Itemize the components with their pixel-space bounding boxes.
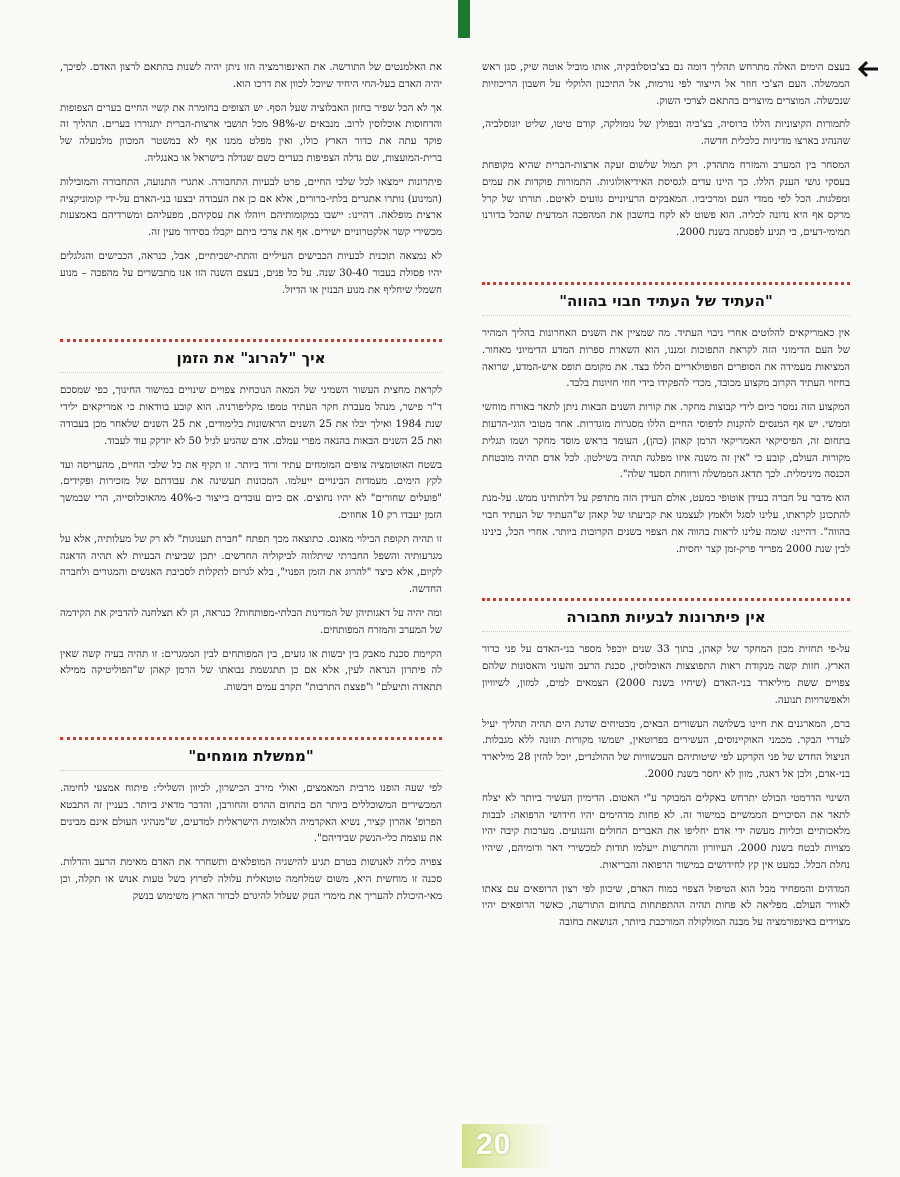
paragraph: לא נמצאה תוכנית לבעיות הכבישים העיליים והתת-ישביתיים, אבל, כנראה, הכבישים והגלגלים יהיו פסולת בעבור 30-40 שנה. על כל פנים, בעצם השנה הזו אנו מתבשרים על מהפכה – מנוע חשמלי שיחליף את מנוע הבנזין או הדיזל. [60, 250, 442, 296]
paragraph: ומה יהיה על דאגותיהן של המדינות הבלתי-מפותחות? כנראה, הן לא תצלחנה להדביק את הקידמה של המערב והמזרח המפותחים. [60, 607, 442, 636]
dotted-divider [60, 339, 442, 342]
paragraph: צפויה כליה לאנושות בטרם תגיע להישגיה המופלאים ותשחרר את האדם מאימת הרעב והדלות. סכנה זו מוחשית היא, משום שמלחמה טוטאלית עלולה לפרוץ בשל טעות אנוש או תקלה, וכן מאי-היכולת להעריך את מימדי הנזק שעלול להיגרם לכדור הארץ משימוש בנשק [60, 857, 442, 902]
paragraph: הקיימת סכנת מאבק בין יבשות או גזעים, בין המפותחים לבין הממגרים: זו תהיה בעיה קשה שאין לה פיתרון הנראה לעין, אלא אם כן תתגשמת נבואתו של הרמן קאהן ש"הפוליטיקה ממילא תתאדה ותיעלם" ו"פצצת התרבות" תקרב עמים ויבשות. [60, 648, 442, 694]
paragraph: המסחר בין המערב והמזרח מתהדק. רק תמול שלשום זעקה ארצות-הברית שהיא מקופחת בעסקי גושי הענק הללו. כך היינו עדים לגסיסת האידיאולוגיות. התמורות פוקדות את עמים ומפלגות. הכל לפי ממדי העם ומרכיביו. המאבקים הרעיוניים גוועים לאיטם. תורתו של קרל מרקס אף היא נדונה לכליה. הוא פשוט לא לקח בחשבון את המהפכה המדעית שהכל בדורנו תמימי-דעים, כי תגיע לפסגתה בשנת 2000. [482, 159, 850, 239]
paragraph: לפי שעה הופנו מרבית המאמצים, ואולי מירב הכישרון, לכיוון השלילי: פיתוח אמצעי לחימה. המכשירים המשוכללים ביותר הם בתחום ההרס והחורבן, והדבר מדאיג ביותר. בעניין זה התבטא הפרופ' אהרון קציר, נשיא האקדמיה הלאומית הישראלית למדעים, ש"מנהיגי העולם אינם מבינים את עוצמת כלי-הנשק שבידיהם". [60, 782, 442, 845]
right-column [482, 60, 850, 939]
dotted-divider [482, 598, 850, 601]
paragraph: אין כאמריקאים להלוטים אחרי ניבוי העתיד. מה שמציין את השנים האחרונות בהליך המהיר של העם הדימוני הזה לקראת התפוכות זמננו, הוא השארת ספרות המדע הדימיוני מאחור. המציאות מעמידה את הסופרים הפופולאריים הללו בצד. את מקומם תופס איש-המדע, שרואה בחיזוי העתיד הקרוב מקצוע מכובד, מכדי להפקידו בידי חוזי חזיונות בלבד. [482, 327, 850, 390]
section-header [60, 339, 442, 373]
section-title: "ממשלת מומחים" [188, 746, 314, 765]
section-header [482, 598, 850, 632]
paragraph: בשטח האוטומציה צופים המומחים עתיד ורוד ביותר. זו תקיף את כל שלבי החיים, מהעריסה ועד לקץ הימים. מעמדות הבינויים ייעלמו. המכונות תעשינה את עבודתם של מזכירות ופקידים. "פועלים שחורים" לא יהיו נחוצים. אם כיום עובדים בייצור כ-40% מהאוכלוסייה, הרי שבמשך הזמן יעבדו רק 10 אחוזים. [60, 459, 442, 521]
dotted-divider [482, 282, 850, 285]
left-column [60, 60, 442, 912]
paragraph: את האלמנטים של התורשה. את האינפורמציה הזו ניתן יהיה לשנות בהתאם לרצון האדם. לפיכך, יהיה האדם בעל-החי היחיד שיוכל לכוון את דרכו הוא. [60, 62, 442, 90]
paragraph: לקראת מחצית העשור השמיני של המאה הנוכחית צפויים שינויים במישור החינוך, כפי שמסכם ד"ר פישר, מנהל מעבדת חקר העתיד טמפו מקליפורניה. הוא קובע בוודאות כי אמריקאים ילידי שנת 1984 ואילך יבלו את 25 השנים הראשונות בלימודים, את 25 השנים שלאחר מכן בעבודה ואת 25 השנים הבאות בהנאה מפרי עמלם. אדם שהגיע לגיל 50 לא יזדקק עוד לעבוד. [60, 385, 442, 447]
paragraph: הוא מדבר על חברה בעידן אוטופי כמעט, אולם העידן הזה מתדפק על דלתותינו ממש. על-מנת להתכונן לקראתו, עלינו לסגל ולאמץ לעצמנו את קביעתו של קאהן ש"העתיד של העתיד חבוי בהווה". דהיינו: שומה עלינו לראות בהווה את הצפוי בשנים הקרובות ביותר. אחרי הכל, בינינו לבין שנת 2000 מפריד פרק-זמן קצר יחסית. [482, 493, 850, 555]
paragraph: בעצם הימים האלה מתרחש תהליך דומה גם בצ'כוסלובקיה, אותו מוביל אוטה שיק, סגן ראש הממשלה. העם הצ'כי חוזר אל הייצור לפי נורמות, אל התיכנון הלוקלי על חשבון הריכוזיות שנכשלה. המוצרים מיוצרים בהתאם לצרכי השוק. [482, 62, 850, 107]
dotted-divider [60, 737, 442, 740]
dotted-divider [482, 315, 850, 316]
page-number: 20 [476, 1128, 512, 1161]
paragraph: המקצוע הזה נמסר כיום לידי קבוצות מחקר. את קורות השנים הבאות ניתן לתאר באורח מוחשי וממשי. יש אף המנסים להקנות לדפוסי החיים הללו מסגרות מוגדרות. אחד מטובי הוגי-הדעות בתחום זה, הפיסיקאי האמריקאי הרמן קאהן (כהן), העומד בראש מוסד מחקר ושמו תגלית מקורות העולם, קובע כי "אין זה משנה איזו מפלגה תהיה בשילטון. לכל אדם תהיה מובטחת הכנסה מינימלית. לכך תדאג הממשלה ורווחת הסעד שלה". [482, 402, 850, 481]
paragraph: לתמורות הקיצוניות הללו ברוסיה, בצ'כיה ובפולין של גומולקה, קודם טיטו, שליט יוגוסלביה, שהנהיג בארצו מדיניות כלכלית חדשה. [482, 119, 850, 148]
arrow-left-icon[interactable] [857, 60, 879, 78]
section-title: אין פיתרונות לבעיות תחבורה [566, 608, 766, 627]
dotted-divider [482, 631, 850, 632]
paragraph: אך לא הכל שפיר בחזון האבלוציה שעל הסף. יש הצופים בחומרה את קשיי החיים בערים הצפופות והדחוסות אוכלוסין לרוב. מנבאים ש-98% מכל תושבי ארצות-הברית יתגוררו בערים. תהליך זה פוקד עתה את כדור הארץ כולו, ואין מפלט ממנו אף לא במשטר המכוון מלמעלה של ברית-המועצות, שם גדלה הצפיפות בערים כשם שגדלה בישראל או באנגליה. [60, 102, 442, 164]
section-title: איך "להרוג" את הזמן [176, 349, 326, 368]
dotted-divider [60, 770, 442, 771]
paragraph: המדהים והמפחיד מכל הוא הטיפול הצפוי במוח האדם, שיכוון לפי רצון הרופאים עם צאתו לאוויר העולם. מפליאה לא פחות תהיה ההתפתחות בתחום התורשה, כאשר הרופאים יהיו מצוידים באינפורמציה על מבנה המולקולה המורכבת ביותר, הנושאת בחובה [482, 883, 850, 929]
section-header [60, 737, 442, 771]
paragraph: השינוי הדרמטי הבולט יתרחש באקלים המבוקר ע"י האטום. הדימיון העשיר ביותר לא יצלח לתאר את הסיכויים הממשיים במישור זה. לא פחות מדהימים יהיו חידושי הרפואה: לבבות מלאכותיים וכליות מעשה ידי אדם יחליפו את האברים החולים והנגועים. מערכות קיבה יהיו מצויות לבטח בשנת 2000. העיוורון והחרשות ייעלמו תודות למכשירי דאר ודומיהם, שיהיו נחלת הכלל. כמעט אין קץ לחידושים במישור הרפואה והבריאות. [482, 792, 850, 871]
dotted-divider [60, 372, 442, 373]
paragraph: פיתרונות יימצאו לכל שלבי החיים, פרט לבעיות התחבורה. אתגרי התנועה, התחבורה והמובילות (המינוע) נותרו אתגרים בלתי-ברורים, אלא אם כן את העבודה יבצעו בני-האדם על-ידי קומוניקציה ארצית מופלאה. דהיינו: יישבו במקומותיהם ויוהלו את עסקיהם, מפעליהם ומשרדיהם באמצעות מכשירי קשר אלקטרוניים ישירים. אף את צרכי ביתם יקבלו בסידור מעין זה. [60, 176, 442, 239]
section-title: "העתיד של העתיד חבוי בהווה" [559, 291, 773, 310]
paragraph: על-פי תחזית מכון המחקר של קאהן, בתוך 33 שנים יוכפל מספר בני-האדם על פני כדור הארץ. חזות קשה מנקודת ראות התפוצצות האוכלוסין, סכנת הרעב והעוני והאסונות שלהם צפויים ששת מיליארד בני-האדם (שיחיו בשנת 2000) הצמאים למים, למזון, לשיוויון ולאפשרויות תנועה. [482, 644, 850, 706]
section-header [482, 282, 850, 316]
paragraph: זו תהיה תקופת הבילוי מאונס. כתוצאה מכך תפתח "חברת תענוגות" לא רק של מעלותיה, אלא על מגרעותיה והשפל החברתי שיתלווה לביקוליה החדשים. יתכן שביעית הבעיות לא תהיה הדאגה לקיום, אלא כיצד "להרוג את הזמן הפנוי", בלא לגרום לתקלות לסביבת האנשים והמגורים ולחברה החדשה. [60, 533, 442, 596]
top-accent-bar [458, 0, 470, 38]
paragraph: ברם, המארגנים את חיינו בשלושה העשורים הבאים, מבטיחים שדגת הים תהיה תהליך יעיל לעדרי הבקר. מכמני האוקיינוסים, העשירים בפרוטאין, ישמשו מקורות תזונה ללא מגבלות. הניצול החדש של פני הקרקע לפי שיטותיהם העכשוויות של ההולנדים, יוכל להזין 28 מיליארד בני-אדם, ולכן אל דאגה, מזון לא יחסר בשנת 2000. [482, 718, 851, 780]
